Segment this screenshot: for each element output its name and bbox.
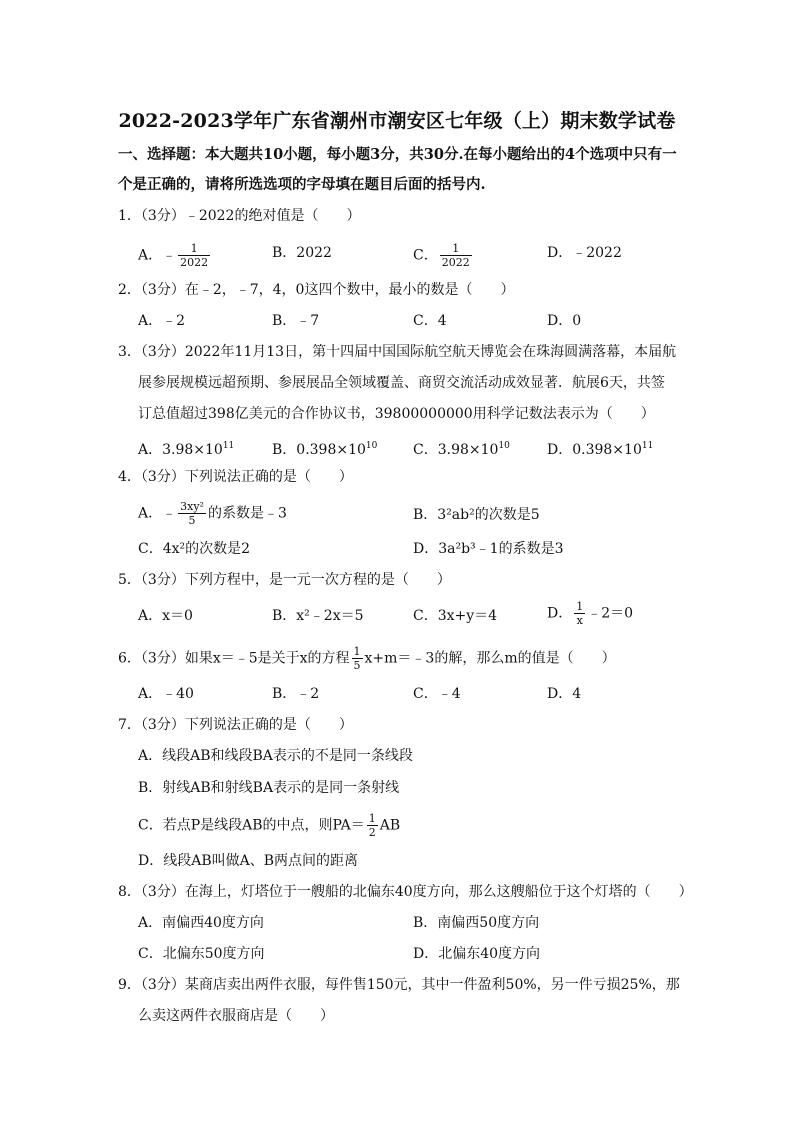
option-base: D．0.398×10 <box>547 442 642 458</box>
option-label: D． <box>547 605 573 622</box>
section-heading-line1: 一、选择题：本大题共10小题，每小题3分，共30分.在每小题给出的4个选项中只有一 <box>118 146 677 163</box>
fraction-denominator: 5 <box>353 659 361 672</box>
fraction <box>352 645 363 672</box>
question-1-option-b: B．2022 <box>272 245 332 261</box>
fraction-denominator: 2022 <box>180 256 209 269</box>
question-7-option-c <box>138 812 400 839</box>
question-9-stem-line1: 9．（3分）某商店卖出两件衣服，每件售150元，其中一件盈利50%，另一件亏损25%，那 <box>118 977 680 993</box>
fraction-numerator: 1 <box>368 812 376 825</box>
question-3-option-b <box>272 435 377 461</box>
question-7-option-d: D．线段AB叫做A、B两点间的距离 <box>138 853 359 869</box>
question-4-option-c: C．4x²的次数是2 <box>138 541 251 557</box>
question-2-stem: 2．（3分）在﹣2，﹣7，4，0这四个数中，最小的数是（ ） <box>118 282 515 298</box>
question-7-option-a: A．线段AB和线段BA表示的不是同一条线段 <box>138 748 413 764</box>
question-9-stem-line2: 么卖这两件衣服商店是（ ） <box>138 1008 334 1024</box>
question-6-option-b: B．﹣2 <box>272 686 320 702</box>
exponent: 11 <box>222 441 235 451</box>
fraction <box>440 242 472 269</box>
question-4-option-a <box>138 500 287 527</box>
fraction-numerator: 1 <box>576 600 584 613</box>
question-5-option-c: C．3x+y＝4 <box>413 608 498 624</box>
exponent: 11 <box>641 441 654 451</box>
fraction-numerator: 1 <box>353 645 361 658</box>
question-3-option-d <box>547 435 653 461</box>
question-3-option-a <box>138 435 234 461</box>
question-8-option-c: C．北偏东50度方向 <box>138 946 265 962</box>
exponent: 10 <box>365 441 378 451</box>
question-2-option-a: A．﹣2 <box>138 313 186 329</box>
fraction-denominator: 2 <box>368 826 376 839</box>
fraction <box>367 812 378 839</box>
question-1-stem: 1．（3分）﹣2022的绝对值是（ ） <box>118 208 361 224</box>
stem-text: x+m＝﹣3的解，那么m的值是（ ） <box>364 650 616 667</box>
option-base: A．3.98×10 <box>138 442 223 458</box>
fraction-denominator: 5 <box>188 514 196 527</box>
question-4-option-d: D．3a²b³﹣1的系数是3 <box>413 541 564 557</box>
question-5-option-d <box>547 600 633 627</box>
question-6-option-d: D．4 <box>547 686 582 702</box>
fraction-denominator: x <box>576 614 583 627</box>
section-heading-line2: 个是正确的，请将所选选项的字母填在题目后面的括号内. <box>118 176 486 193</box>
page-title: 2022-2023学年广东省潮州市潮安区七年级（上）期末数学试卷 <box>118 110 676 132</box>
option-label: A．﹣ <box>138 247 177 264</box>
question-3-stem-line2: 展参展规模远超预期、参展展品全领域覆盖、商贸交流活动成效显著．航展6天，共签 <box>138 375 665 391</box>
option-label: C．若点P是线段AB的中点，则PA＝ <box>138 817 365 834</box>
fraction-numerator: 1 <box>440 242 472 256</box>
fraction-numerator: 1 <box>178 242 210 256</box>
exponent: 10 <box>498 441 510 451</box>
question-2-option-b: B．﹣7 <box>272 313 320 329</box>
question-8-option-b: B．南偏西50度方向 <box>413 915 540 931</box>
option-label: A．﹣ <box>138 505 177 522</box>
fraction <box>574 600 585 627</box>
question-6-stem <box>118 645 688 672</box>
question-1-option-d: D．﹣2022 <box>547 245 622 261</box>
question-3-stem-line3: 订总值超过398亿美元的合作协议书，39800000000用科学记数法表示为（ ） <box>138 406 655 422</box>
question-3-stem-line1: 3．（3分）2022年11月13日，第十四届中国国际航空航天博览会在珠海圆满落幕，本届航 <box>118 344 677 360</box>
question-1-option-a <box>138 242 212 269</box>
question-4-option-b: B．3²ab²的次数是5 <box>413 507 540 523</box>
question-5-option-b: B．x²﹣2x＝5 <box>272 608 364 624</box>
question-2-option-c: C．4 <box>413 313 447 329</box>
fraction <box>178 242 210 269</box>
option-base: B．0.398×10 <box>272 442 366 458</box>
option-label: C． <box>413 247 438 264</box>
question-2-option-d: D．0 <box>547 313 582 329</box>
option-text: ﹣2＝0 <box>587 605 634 622</box>
question-7-stem: 7．（3分）下列说法正确的是（ ） <box>118 717 353 733</box>
question-5-stem: 5．（3分）下列方程中，是一元一次方程的是（ ） <box>118 572 451 588</box>
question-8-option-a: A．南偏西40度方向 <box>138 915 264 931</box>
question-4-stem: 4．（3分）下列说法正确的是（ ） <box>118 469 353 485</box>
option-text: AB <box>379 817 401 834</box>
question-6-option-c: C．﹣4 <box>413 686 461 702</box>
question-7-option-b: B．射线AB和射线BA表示的是同一条射线 <box>138 780 400 796</box>
option-text: 的系数是﹣3 <box>207 505 287 522</box>
question-8-stem: 8．（3分）在海上，灯塔位于一艘船的北偏东40度方向，那么这艘船位于这个灯塔的（ ） <box>118 884 693 900</box>
question-1-option-c <box>413 242 474 269</box>
question-6-option-a: A．﹣40 <box>138 686 194 702</box>
question-8-option-d: D．北偏东40度方向 <box>413 946 541 962</box>
stem-text: 6．（3分）如果x＝﹣5是关于x的方程 <box>118 650 350 667</box>
fraction-numerator: 3xy² <box>180 500 204 513</box>
question-3-option-c <box>413 435 510 461</box>
fraction <box>178 500 206 527</box>
fraction-denominator: 2022 <box>441 256 470 269</box>
question-5-option-a: A．x＝0 <box>138 608 193 624</box>
option-base: C．3.98×10 <box>413 442 499 458</box>
